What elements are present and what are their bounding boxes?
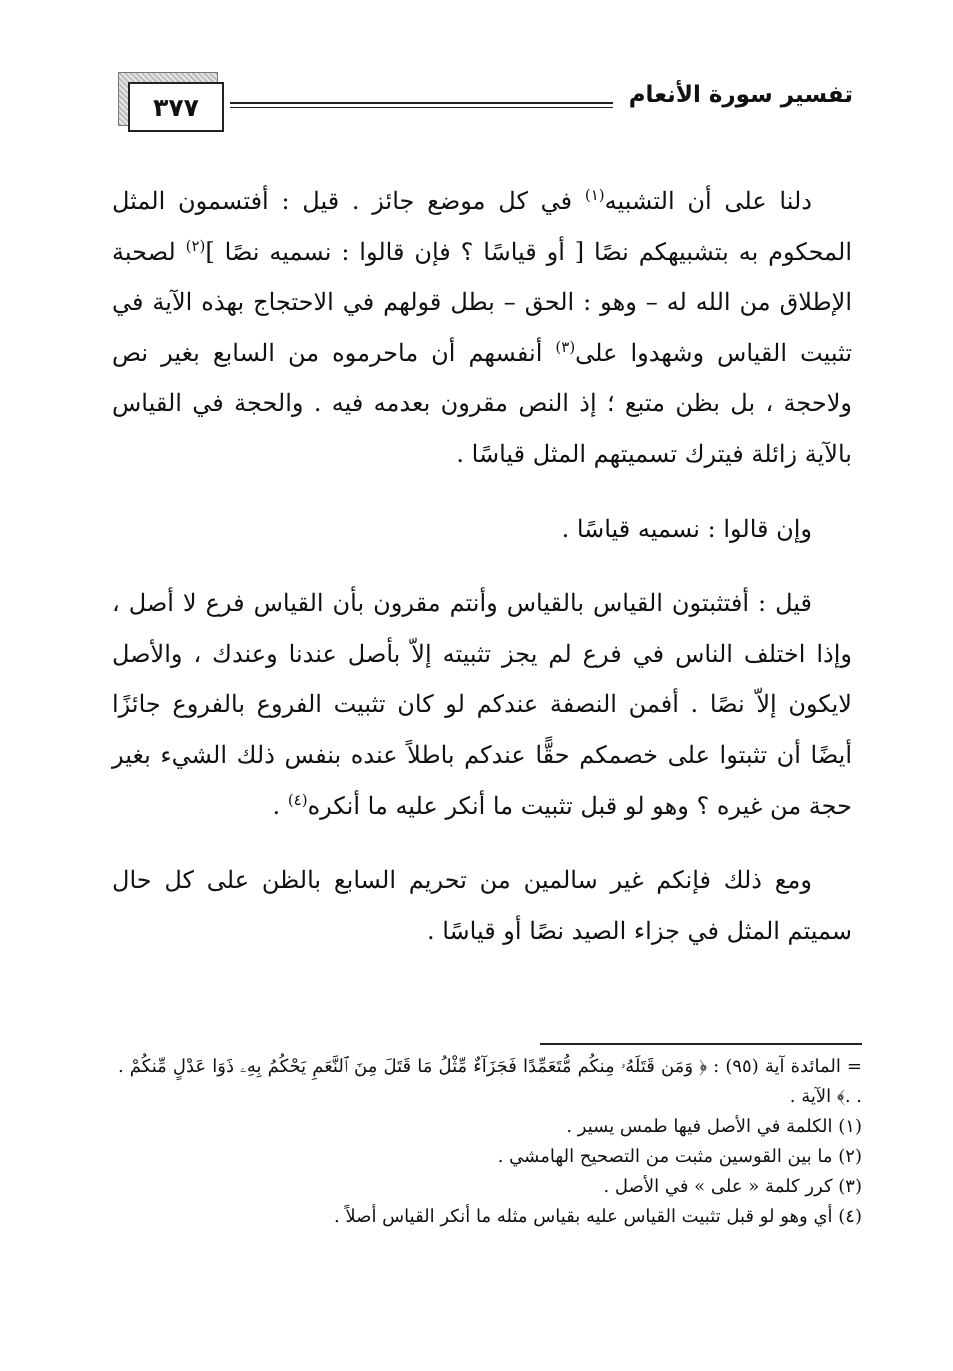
footnote-1: (١) الكلمة في الأصل فيها طمس يسير .: [566, 1116, 862, 1137]
footnote-separator: [540, 1043, 862, 1045]
footnote-2: (٢) ما بين القوسين مثبت من التصحيح الهامشي .: [497, 1146, 862, 1167]
paragraph-3-part-2: .: [272, 791, 288, 820]
footnote-continuation: = المائدة آية (٩٥) : ﴿ وَمَن قَتَلَهُۥ مِنكُم مُّتَعَمِّدًا فَجَزَآءٌ مِّثْلُ مَا قَتَلَ مِنَ ٱلنَّعَمِ يَحْكُمُ بِهِۦ ذَوَا عَدْلٍ مِّنكُمْ . . .﴾ الآية .: [118, 1056, 862, 1107]
book-title: تفسير سورة الأنعام: [628, 82, 853, 108]
paragraph-1-part-4: أنفسهم أن ماحرموه من السابع بغير نص ولاحجة ، بل بظن متبع ؛ إذ النص مقرون بعدمه فيه . والحجة في القياس بالآية زائلة فيترك تسميتهم المثل قياسًا .: [112, 338, 852, 468]
header-rule: [230, 102, 613, 108]
paragraph-1: [112, 176, 852, 480]
footnote-ref-2: (٢): [185, 236, 206, 255]
footnote-3: (٣) كرر كلمة « على » في الأصل .: [603, 1176, 862, 1197]
page-header: [118, 68, 853, 138]
main-text: [112, 176, 852, 980]
page-number: ٣٧٧: [128, 82, 224, 132]
footnotes: [118, 1052, 862, 1232]
footnote-ref-1: (١): [584, 186, 605, 204]
paragraph-2: وإن قالوا : نسميه قياسًا .: [561, 514, 812, 543]
paragraph-1-part-2: في كل موضع جائز . قيل : أفتسمون المثل المحكوم به بتشبيهكم نصًا [ أو قياسًا ؟ فإن قالوا : نسميه نصًا ]: [112, 187, 853, 266]
footnote-ref-4: (٤): [287, 790, 308, 809]
footnote-ref-3: (٣): [555, 337, 576, 356]
page-number-box: [118, 72, 226, 134]
paragraph-1-part-1: دلنا على أن التشبيه: [604, 187, 812, 215]
paragraph-1-part-3: لصحبة الإطلاق من الله له – وهو : الحق – بطل قولهم في الاحتجاج بهذه الآية في تثبيت القياس وشهدوا على: [112, 237, 852, 367]
footnote-4: (٤) أي وهو لو قبل تثبيت القياس عليه بقياس مثله ما أنكر القياس أصلاً .: [333, 1206, 862, 1227]
paragraph-4: ومع ذلك فإنكم غير سالمين من تحريم السابع بالظن على كل حال سميتم المثل في جزاء الصيد نصًا أو قياسًا .: [112, 866, 852, 945]
paragraph-3-part-1: قيل : أفتثبتون القياس بالقياس وأنتم مقرون بأن القياس فرع لا أصل ، وإذا اختلف الناس في فرع لم يجز تثبيته إلاّ بأصل عندنا وعندك ، والأصل لايكون إلاّ نصًا . أفمن النصفة عندكم لو كان تثبيت الفروع بالفروع جائزًا أيضًا أن تثبتوا على خصمكم حقًّا عندكم باطلاً عنده بنفس ذلك الشيء بغير حجة من غيره ؟ وهو لو قبل تثبيت ما أنكر عليه ما أنكره: [112, 589, 852, 820]
paragraph-3: [112, 578, 852, 831]
